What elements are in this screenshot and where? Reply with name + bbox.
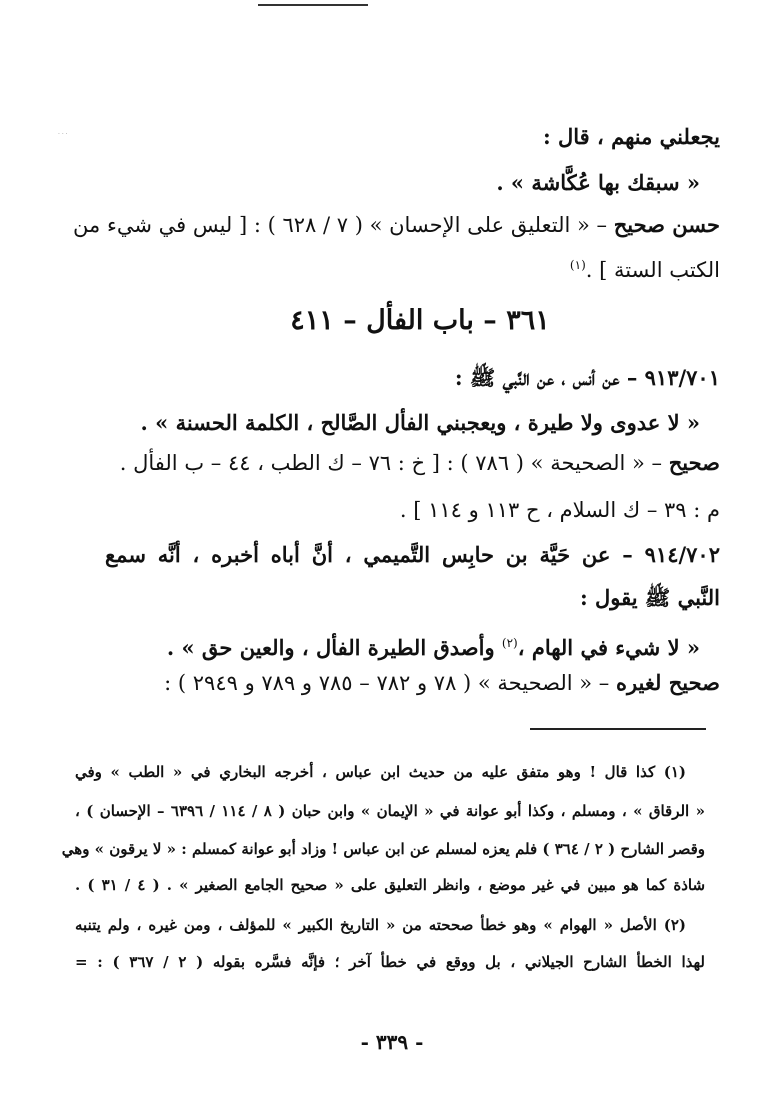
footnote-line: لهذا الخطأ الشارح الجيلاني ، بل ووقع في خطأ آخر ؛ فإنَّه فسَّره بقوله ( ٢ / ٣٦٧ ) : = (75, 953, 706, 971)
isnad-text: – عن أنس ، عن النَّبي ﷺ : (454, 365, 645, 390)
hadith-1-isnad (455, 363, 720, 393)
scan-speck: · · · (58, 131, 68, 138)
footnote-ref: (٢) (501, 636, 518, 650)
hadith-1-grade-cont: م : ٣٩ – ك السلام ، ح ١١٣ و ١١٤ ] . (399, 498, 720, 522)
footnote-line: (٢) الأصل « الهوام » وهو خطأ صححته من « التاريخ الكبير » للمؤلف ، ومن غيره ، ولم يتنبه (75, 916, 686, 934)
grade-label: صحيح لغيره (615, 670, 720, 695)
footnote-separator (530, 728, 706, 730)
hadith-2-isnad-cont: النَّبي ﷺ يقول : (579, 585, 720, 610)
hadith-1-matn: « لا عدوى ولا طيرة ، ويعجبني الفأل الصَّالح ، الكلمة الحسنة » . (140, 410, 700, 435)
top-rule (258, 4, 368, 6)
grade-text: – « التعليق على الإحسان » ( ٧ / ٦٢٨ ) : [ ليس في شيء من (73, 213, 614, 237)
grade-label: حسن صحيح (613, 212, 720, 237)
grade-text: – « الصحيحة » ( ٧٨ و ٧٨٢ – ٧٨٥ و ٧٨٩ و ٢٩٤٩ ) : (164, 671, 616, 695)
page-number: - ٣٣٩ - (360, 1030, 424, 1054)
hadith-2-matn (167, 628, 700, 663)
footnote-line: « الرقاق » ، ومسلم ، وكذا أبو عوانة في « الإيمان » وابن حبان ( ٨ / ١١٤ / ٦٣٩٦ – الإحسان ) ، (75, 802, 705, 820)
isnad-text: – عن حَيَّة بن حابِس التَّميمي ، أنَّ أباه أخبره ، أنَّه سمع (105, 542, 645, 567)
grade-line-cont (570, 250, 720, 285)
grade-text: – « الصحيحة » ( ٧٨٦ ) : [ خ : ٧٦ – ك الطب ، ٤٤ – ب الفأل . (119, 451, 669, 475)
matn-part: « لا شيء في الهام ، (517, 635, 700, 660)
hadith-number: ٩١٣/٧٠١ (644, 365, 720, 390)
grade-label: صحيح (668, 450, 720, 475)
footnote-line: (١) كذا قال ! وهو متفق عليه من حديث ابن عباس ، أخرجه البخاري في « الطب » وفي (75, 763, 686, 781)
quote-line: « سبقك بها عُكَّاشة » . (496, 170, 700, 195)
grade-line (73, 210, 720, 240)
text-line: يجعلني منهم ، قال : (542, 124, 720, 149)
chapter-heading: ٣٦١ – باب الفأل – ٤١١ (290, 305, 550, 336)
matn-part: وأصدق الطيرة الفأل ، والعين حق » . (166, 635, 502, 660)
hadith-number: ٩١٤/٧٠٢ (644, 542, 720, 567)
footnote-line: شاذة كما هو مبين في غير موضع ، وانظر التعليق على « صحيح الجامع الصغير » . ( ٤ / ٣١ ) . (75, 876, 706, 894)
grade-cont-text: الكتب الستة ] . (585, 258, 720, 282)
hadith-2-grade (164, 668, 720, 698)
footnote-line: وقصر الشارح ( ٢ / ٣٦٤ ) فلم يعزه لمسلم عن ابن عباس ! وزاد أبو عوانة كمسلم : « لا يرقون » وهي (61, 840, 705, 858)
hadith-2-isnad (105, 540, 720, 570)
hadith-1-grade (120, 448, 720, 478)
footnote-ref: (١) (569, 258, 586, 272)
